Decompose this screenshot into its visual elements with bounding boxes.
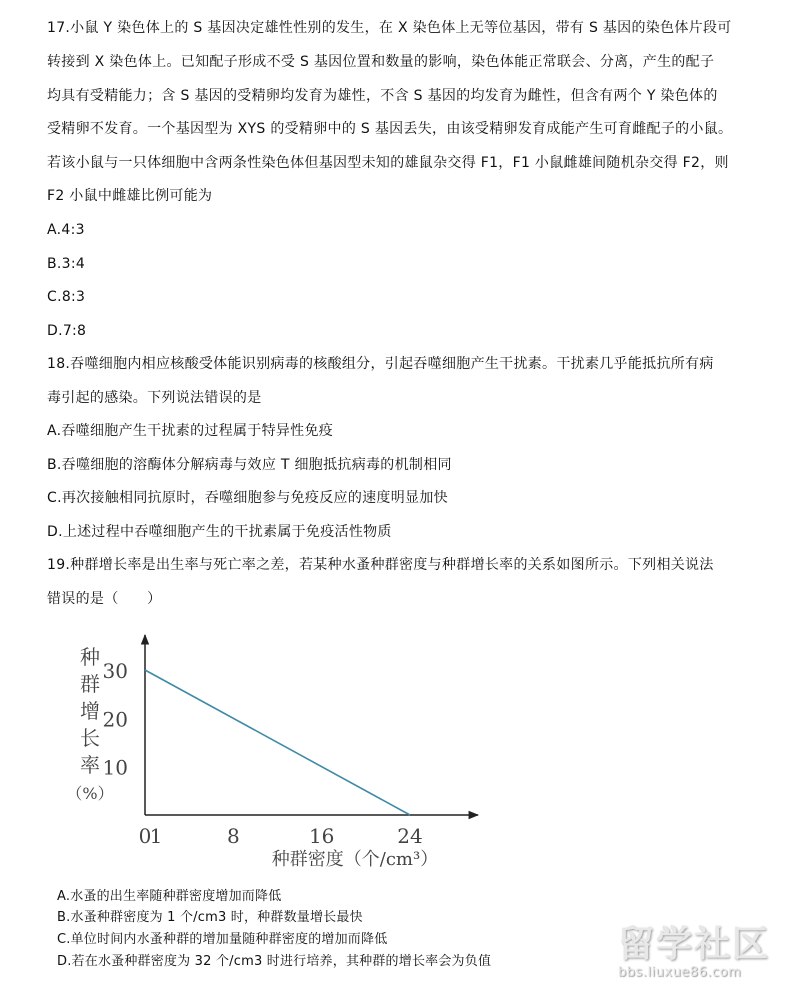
x-tick-label: 16 bbox=[308, 824, 335, 848]
x-tick-label: 24 bbox=[397, 824, 423, 848]
q17-line: F2 小鼠中雌雄比例可能为 bbox=[47, 188, 213, 204]
y-axis-label-char: 增 bbox=[80, 699, 100, 723]
q18-option-b: B.吞噬细胞的溶酶体分解病毒与效应 T 细胞抵抗病毒的机制相同 bbox=[47, 457, 452, 473]
q17-option-d: D.7:8 bbox=[47, 323, 87, 339]
q19-option-a: A.水蚤的出生率随种群密度增加而降低 bbox=[57, 889, 282, 904]
y-tick-label: 10 bbox=[102, 755, 128, 780]
q18-option-d: D.上述过程中吞噬细胞产生的干扰素属于免疫活性物质 bbox=[47, 524, 392, 540]
q18-option-c: C.再次接触相同抗原时，吞噬细胞参与免疫反应的速度明显加快 bbox=[47, 490, 448, 506]
y-axis-label-char: 率 bbox=[80, 753, 100, 777]
q18-option-a: A.吞噬细胞产生干扰素的过程属于特异性免疫 bbox=[47, 423, 334, 439]
series-line bbox=[145, 670, 410, 815]
series-group bbox=[145, 670, 410, 815]
watermark-logo bbox=[618, 925, 788, 995]
y-axis-label-char: （%） bbox=[66, 784, 114, 803]
x-tick-label: 1 bbox=[149, 824, 163, 848]
y-tick-label: 30 bbox=[102, 659, 128, 683]
q18-line: 毒引起的感染。下列说法错误的是 bbox=[47, 390, 262, 406]
q19-option-c: C.单位时间内水蚤种群的增加量随种群密度的增加而降低 bbox=[57, 932, 388, 947]
q17-option-a: A.4:3 bbox=[47, 222, 85, 238]
q17-line: 均具有受精能力；含 S 基因的受精卵均发育为雄性，不含 S 基因的均发育为雌性，但含有两个 Y 染色体的 bbox=[47, 88, 718, 104]
q17-line: 17.小鼠 Y 染色体上的 S 基因决定雄性性别的发生，在 X 染色体上无等位基因，带有 S 基因的染色体片段可 bbox=[47, 20, 732, 36]
y-axis-label-char: 长 bbox=[80, 726, 100, 750]
watermark-title: 留学社区 bbox=[618, 924, 771, 965]
x-tick-labels bbox=[139, 824, 423, 848]
q17-line: 转接到 X 染色体上。已知配子形成不受 S 基因位置和数量的影响，染色体能正常联会、分离，产生的配子 bbox=[47, 54, 715, 70]
y-axis-label-char: 种 bbox=[80, 645, 100, 669]
x-tick-label: 8 bbox=[226, 824, 240, 848]
x-tick-label: 0 bbox=[138, 824, 152, 848]
q17-line: 受精卵不发育。一个基因型为 XYS 的受精卵中的 S 基因丢失，由该受精卵发育成能产生可育雌配子的小鼠。 bbox=[47, 121, 733, 137]
q19-line: 错误的是（ ） bbox=[47, 591, 162, 607]
y-tick-labels bbox=[103, 659, 128, 780]
q19-line: 19.种群增长率是出生率与死亡率之差，若某种水蚤种群密度与种群增长率的关系如图所示。下列相关说法 bbox=[47, 557, 714, 573]
watermark-url: bbs.liuxue86.com bbox=[618, 965, 742, 980]
q17-option-c: C.8:3 bbox=[47, 289, 86, 305]
y-tick-label: 20 bbox=[102, 707, 128, 732]
q17-option-b: B.3:4 bbox=[47, 256, 86, 272]
q19-option-b: B.水蚤种群密度为 1 个/cm3 时，种群数量增长最快 bbox=[57, 910, 363, 925]
q17-line: 若该小鼠与一只体细胞中含两条性染色体但基因型未知的雄鼠杂交得 F1，F1 小鼠雌雄间随机杂交得 F2，则 bbox=[47, 155, 729, 171]
q19-option-d: D.若在水蚤种群密度为 32 个/cm3 时进行培养，其种群的增长率会为负值 bbox=[57, 954, 492, 969]
x-axis-label: 种群密度（个/cm³） bbox=[271, 849, 439, 870]
y-axis-label-char: 群 bbox=[80, 672, 100, 696]
q18-line: 18.吞噬细胞内相应核酸受体能识别病毒的核酸组分，引起吞噬细胞产生干扰素。干扰素几乎能抵抗所有病 bbox=[47, 356, 714, 372]
growth-rate-chart bbox=[0, 620, 520, 880]
